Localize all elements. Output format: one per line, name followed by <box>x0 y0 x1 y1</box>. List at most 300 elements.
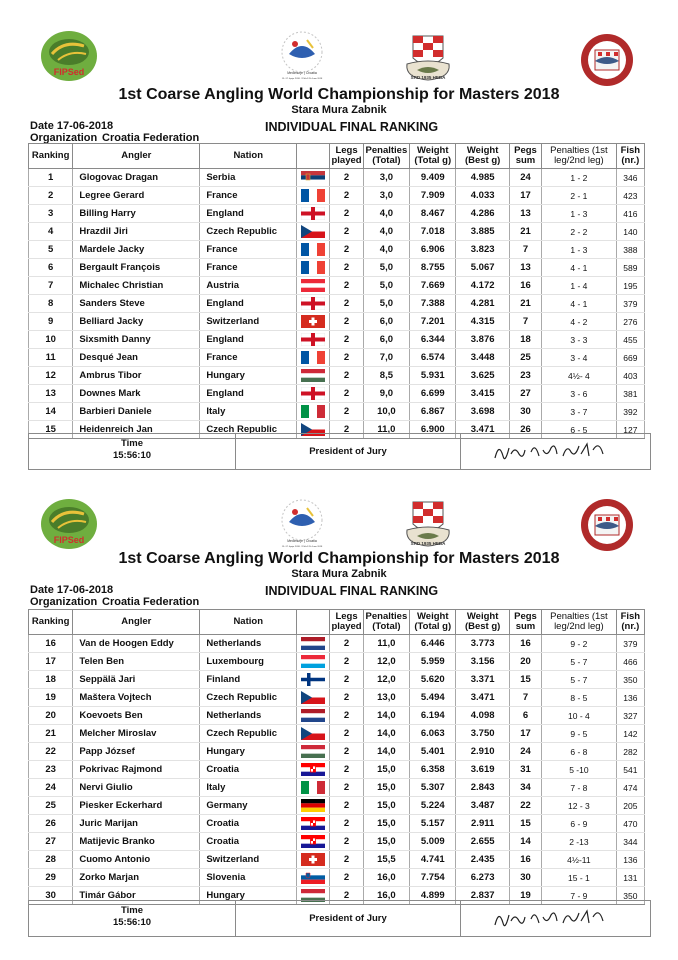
weight-total-cell: 5.157 <box>410 815 456 833</box>
weight-total-cell: 7.909 <box>410 187 456 205</box>
penalties-total-cell: 13,0 <box>363 689 409 707</box>
angler-cell: Juric Marijan <box>73 815 200 833</box>
nation-cell: England <box>200 385 297 403</box>
rank-cell: 10 <box>29 331 73 349</box>
flag-cell <box>297 277 330 295</box>
penalties-legs-cell: 6 - 8 <box>542 743 617 761</box>
pegs-sum-cell: 19 <box>509 887 541 905</box>
legs-played-cell: 2 <box>330 833 363 851</box>
fish-count-cell: 282 <box>616 743 644 761</box>
weight-best-cell: 4.286 <box>456 205 509 223</box>
penalties-total-cell: 11,0 <box>363 635 409 653</box>
fish-count-cell: 142 <box>616 725 644 743</box>
pegs-sum-cell: 22 <box>509 797 541 815</box>
rank-cell: 13 <box>29 385 73 403</box>
nation-cell: Czech Republic <box>200 421 297 439</box>
weight-best-cell: 2.837 <box>456 887 509 905</box>
flag-cell <box>297 331 330 349</box>
weight-best-cell: 3.773 <box>456 635 509 653</box>
england-flag-icon <box>301 333 325 346</box>
weight-best-cell: 3.156 <box>456 653 509 671</box>
weight-total-cell: 6.906 <box>410 241 456 259</box>
rank-cell: 15 <box>29 421 73 439</box>
nation-cell: Czech Republic <box>200 223 297 241</box>
nation-cell: Czech Republic <box>200 725 297 743</box>
penalties-legs-cell: 10 - 4 <box>542 707 617 725</box>
penalties-legs-cell: 9 - 2 <box>542 635 617 653</box>
weight-total-cell: 5.009 <box>410 833 456 851</box>
angler-cell: Glogovac Dragan <box>73 169 200 187</box>
pegs-sum-cell: 15 <box>509 815 541 833</box>
weight-total-cell: 5.620 <box>410 671 456 689</box>
pegs-sum-cell: 17 <box>509 187 541 205</box>
penalties-legs-cell: 4 - 2 <box>542 313 617 331</box>
pegs-sum-cell: 7 <box>509 689 541 707</box>
angler-cell: Belliard Jacky <box>73 313 200 331</box>
rank-cell: 9 <box>29 313 73 331</box>
club-logo <box>403 494 453 548</box>
weight-total-cell: 7.754 <box>410 869 456 887</box>
legs-played-cell: 2 <box>330 331 363 349</box>
italy-flag-icon <box>301 781 325 794</box>
czech-flag-icon <box>301 225 325 238</box>
fish-count-cell: 589 <box>616 259 644 277</box>
penalties-total-cell: 12,0 <box>363 671 409 689</box>
weight-best-cell: 3.625 <box>456 367 509 385</box>
organization-label: Organization <box>30 596 98 608</box>
pegs-sum-cell: 16 <box>509 851 541 869</box>
penalties-total-cell: 5,0 <box>363 277 409 295</box>
flag-cell <box>297 367 330 385</box>
penalties-total-cell: 7,0 <box>363 349 409 367</box>
table-row <box>29 241 645 259</box>
signature-cell <box>461 901 650 936</box>
club-logo <box>403 28 453 82</box>
legs-played-cell: 2 <box>330 725 363 743</box>
legs-played-cell: 2 <box>330 403 363 421</box>
penalties-total-cell: 15,0 <box>363 761 409 779</box>
rank-cell: 18 <box>29 671 73 689</box>
weight-total-cell: 5.224 <box>410 797 456 815</box>
rank-cell: 1 <box>29 169 73 187</box>
table-row <box>29 635 645 653</box>
table-row <box>29 403 645 421</box>
weight-total-cell: 6.194 <box>410 707 456 725</box>
legs-played-cell: 2 <box>330 241 363 259</box>
weight-total-cell: 6.900 <box>410 421 456 439</box>
event-logo <box>277 498 327 550</box>
fish-count-cell: 276 <box>616 313 644 331</box>
nation-cell: Finland <box>200 671 297 689</box>
croatia-flag-icon <box>301 763 325 776</box>
penalties-legs-cell: 1 - 4 <box>542 277 617 295</box>
rank-cell: 6 <box>29 259 73 277</box>
penalties-legs-cell: 4½-11 <box>542 851 617 869</box>
penalties-legs-cell: 5 -10 <box>542 761 617 779</box>
page-title: 1st Coarse Angling World Championship for Masters 2018 <box>118 86 560 103</box>
pegs-sum-cell: 30 <box>509 403 541 421</box>
time-cell <box>29 434 236 469</box>
angler-cell: Matijevic Branko <box>73 833 200 851</box>
flag-cell <box>297 295 330 313</box>
flag-cell <box>297 743 330 761</box>
penalties-total-cell: 8,5 <box>363 367 409 385</box>
rank-cell: 24 <box>29 779 73 797</box>
penalties-total-cell: 9,0 <box>363 385 409 403</box>
penalties-total-cell: 15,5 <box>363 851 409 869</box>
penalties-total-cell: 3,0 <box>363 187 409 205</box>
penalties-legs-cell: 1 - 3 <box>542 241 617 259</box>
nation-cell: Austria <box>200 277 297 295</box>
table-header <box>29 610 645 635</box>
pegs-sum-cell: 7 <box>509 241 541 259</box>
weight-total-cell: 5.931 <box>410 367 456 385</box>
time-label: Time <box>120 438 143 449</box>
hungary-flag-icon <box>301 369 325 382</box>
angler-cell: Telen Ben <box>73 653 200 671</box>
table-row <box>29 743 645 761</box>
flag-cell <box>297 205 330 223</box>
legs-played-cell: 2 <box>330 223 363 241</box>
flag-cell <box>297 223 330 241</box>
nation-cell: Czech Republic <box>200 689 297 707</box>
legs-played-cell: 2 <box>330 779 363 797</box>
fish-count-cell: 379 <box>616 635 644 653</box>
table-row <box>29 779 645 797</box>
weight-best-cell: 2.910 <box>456 743 509 761</box>
table-row <box>29 331 645 349</box>
table-row <box>29 725 645 743</box>
pegs-sum-cell: 17 <box>509 725 541 743</box>
weight-best-cell: 2.911 <box>456 815 509 833</box>
slovenia-flag-icon <box>301 871 325 884</box>
event-logo-dates: 15.-17. lipnja 2018. / 15th-17th June 2018 <box>281 546 323 548</box>
rank-cell: 11 <box>29 349 73 367</box>
table-row <box>29 833 645 851</box>
weight-total-cell: 4.899 <box>410 887 456 905</box>
ranking-sheet-2 <box>0 480 678 960</box>
pegs-sum-cell: 24 <box>509 169 541 187</box>
column-header: Legs played <box>330 144 363 169</box>
pegs-sum-cell: 16 <box>509 277 541 295</box>
legs-played-cell: 2 <box>330 277 363 295</box>
flag-cell <box>297 187 330 205</box>
germany-flag-icon <box>301 799 325 812</box>
pegs-sum-cell: 21 <box>509 295 541 313</box>
flag-cell <box>297 169 330 187</box>
rank-cell: 29 <box>29 869 73 887</box>
footer <box>28 900 651 937</box>
column-header <box>297 610 330 635</box>
weight-total-cell: 4.741 <box>410 851 456 869</box>
angler-cell: Papp József <box>73 743 200 761</box>
nation-cell: Switzerland <box>200 851 297 869</box>
netherlands-flag-icon <box>301 709 325 722</box>
organization-value: Croatia Federation <box>102 132 200 144</box>
angler-cell: Downes Mark <box>73 385 200 403</box>
penalties-total-cell: 11,0 <box>363 421 409 439</box>
penalties-legs-cell: 9 - 5 <box>542 725 617 743</box>
nation-cell: France <box>200 349 297 367</box>
pegs-sum-cell: 13 <box>509 259 541 277</box>
pegs-sum-cell: 23 <box>509 367 541 385</box>
nation-cell: Croatia <box>200 815 297 833</box>
ranking-table <box>28 143 645 439</box>
weight-best-cell: 4.281 <box>456 295 509 313</box>
pegs-sum-cell: 16 <box>509 635 541 653</box>
column-header <box>297 144 330 169</box>
table-row <box>29 869 645 887</box>
table-row <box>29 169 645 187</box>
table-row <box>29 689 645 707</box>
fish-count-cell: 346 <box>616 169 644 187</box>
rank-cell: 25 <box>29 797 73 815</box>
federation-logo <box>580 33 634 87</box>
table-row <box>29 815 645 833</box>
time-cell <box>29 901 236 936</box>
rank-cell: 12 <box>29 367 73 385</box>
rank-cell: 8 <box>29 295 73 313</box>
flag-cell <box>297 725 330 743</box>
angler-cell: Nervi Giulio <box>73 779 200 797</box>
angler-cell: Van de Hoogen Eddy <box>73 635 200 653</box>
angler-cell: Barbieri Daniele <box>73 403 200 421</box>
weight-total-cell: 5.401 <box>410 743 456 761</box>
angler-cell: Melcher Miroslav <box>73 725 200 743</box>
flag-cell <box>297 385 330 403</box>
flag-cell <box>297 797 330 815</box>
flag-cell <box>297 707 330 725</box>
fish-count-cell: 205 <box>616 797 644 815</box>
table-row <box>29 187 645 205</box>
column-header: Fish (nr.) <box>616 144 644 169</box>
penalties-total-cell: 6,0 <box>363 313 409 331</box>
angler-cell: Pokrivac Rajmond <box>73 761 200 779</box>
pegs-sum-cell: 13 <box>509 205 541 223</box>
weight-total-cell: 6.358 <box>410 761 456 779</box>
angler-cell: Sixsmith Danny <box>73 331 200 349</box>
penalties-total-cell: 4,0 <box>363 241 409 259</box>
legs-played-cell: 2 <box>330 797 363 815</box>
table-row <box>29 313 645 331</box>
nation-cell: Slovenia <box>200 869 297 887</box>
weight-best-cell: 3.448 <box>456 349 509 367</box>
rank-cell: 28 <box>29 851 73 869</box>
nation-cell: England <box>200 295 297 313</box>
page-title: 1st Coarse Angling World Championship for Masters 2018 <box>118 550 560 567</box>
luxembourg-flag-icon <box>301 655 325 668</box>
table-row <box>29 761 645 779</box>
weight-best-cell: 3.471 <box>456 421 509 439</box>
fish-count-cell: 381 <box>616 385 644 403</box>
czech-flag-icon <box>301 727 325 740</box>
finland-flag-icon <box>301 673 325 686</box>
penalties-total-cell: 4,0 <box>363 223 409 241</box>
angler-cell: Legree Gerard <box>73 187 200 205</box>
angler-cell: Desqué Jean <box>73 349 200 367</box>
column-header: Penalties (1st leg/2nd leg) <box>542 144 617 169</box>
penalties-total-cell: 5,0 <box>363 259 409 277</box>
pegs-sum-cell: 21 <box>509 223 541 241</box>
penalties-legs-cell: 3 - 4 <box>542 349 617 367</box>
angler-cell: Hrazdil Jiri <box>73 223 200 241</box>
penalties-legs-cell: 3 - 6 <box>542 385 617 403</box>
fish-count-cell: 136 <box>616 689 644 707</box>
legs-played-cell: 2 <box>330 421 363 439</box>
pegs-sum-cell: 26 <box>509 421 541 439</box>
legs-played-cell: 2 <box>330 367 363 385</box>
federation-logo <box>580 498 634 552</box>
flag-cell <box>297 671 330 689</box>
switzerland-flag-icon <box>301 315 325 328</box>
penalties-total-cell: 16,0 <box>363 869 409 887</box>
date-label: Date 17-06-2018 <box>30 584 114 596</box>
weight-best-cell: 3.619 <box>456 761 509 779</box>
flag-cell <box>297 349 330 367</box>
angler-cell: Koevoets Ben <box>73 707 200 725</box>
weight-total-cell: 5.307 <box>410 779 456 797</box>
president-of-jury-label: President of Jury <box>236 434 461 469</box>
nation-cell: Croatia <box>200 833 297 851</box>
nation-cell: Germany <box>200 797 297 815</box>
fish-count-cell: 541 <box>616 761 644 779</box>
column-header: Penalties (1st leg/2nd leg) <box>542 610 617 635</box>
france-flag-icon <box>301 189 325 202</box>
weight-total-cell: 7.201 <box>410 313 456 331</box>
rank-cell: 16 <box>29 635 73 653</box>
weight-total-cell: 6.699 <box>410 385 456 403</box>
pegs-sum-cell: 34 <box>509 779 541 797</box>
legs-played-cell: 2 <box>330 869 363 887</box>
penalties-total-cell: 15,0 <box>363 797 409 815</box>
penalties-legs-cell: 3 - 7 <box>542 403 617 421</box>
table-row <box>29 797 645 815</box>
time-label: Time <box>120 905 143 916</box>
weight-total-cell: 7.018 <box>410 223 456 241</box>
weight-best-cell: 3.371 <box>456 671 509 689</box>
flag-cell <box>297 635 330 653</box>
legs-played-cell: 2 <box>330 689 363 707</box>
legs-played-cell: 2 <box>330 349 363 367</box>
penalties-legs-cell: 3 - 3 <box>542 331 617 349</box>
table-row <box>29 653 645 671</box>
legs-played-cell: 2 <box>330 671 363 689</box>
fish-count-cell: 131 <box>616 869 644 887</box>
column-header: Penalties (Total) <box>363 610 409 635</box>
croatia-flag-icon <box>301 835 325 848</box>
legs-played-cell: 2 <box>330 707 363 725</box>
weight-total-cell: 7.669 <box>410 277 456 295</box>
column-header: Legs played <box>330 610 363 635</box>
weight-best-cell: 4.098 <box>456 707 509 725</box>
penalties-legs-cell: 2 -13 <box>542 833 617 851</box>
fish-count-cell: 470 <box>616 815 644 833</box>
angler-cell: Maštera Vojtech <box>73 689 200 707</box>
weight-best-cell: 3.471 <box>456 689 509 707</box>
signature <box>491 438 611 466</box>
flag-cell <box>297 869 330 887</box>
organization-line <box>30 596 199 608</box>
angler-cell: Mardele Jacky <box>73 241 200 259</box>
signature <box>491 905 611 933</box>
weight-best-cell: 4.172 <box>456 277 509 295</box>
club-logo-text: ŠRD 1935 HEBA <box>410 541 446 546</box>
nation-cell: Switzerland <box>200 313 297 331</box>
flag-cell <box>297 779 330 797</box>
fish-count-cell: 344 <box>616 833 644 851</box>
penalties-legs-cell: 5 - 7 <box>542 653 617 671</box>
column-header: Angler <box>73 144 200 169</box>
penalties-legs-cell: 15 - 1 <box>542 869 617 887</box>
table-row <box>29 349 645 367</box>
fish-count-cell: 327 <box>616 707 644 725</box>
flag-cell <box>297 403 330 421</box>
weight-best-cell: 5.067 <box>456 259 509 277</box>
pegs-sum-cell: 14 <box>509 833 541 851</box>
fipsed-logo <box>40 30 98 82</box>
flag-cell <box>297 833 330 851</box>
fish-count-cell: 466 <box>616 653 644 671</box>
ranking-table <box>28 609 645 905</box>
rank-cell: 20 <box>29 707 73 725</box>
pegs-sum-cell: 20 <box>509 653 541 671</box>
column-header: Weight (Total g) <box>410 144 456 169</box>
president-of-jury-label: President of Jury <box>236 901 461 936</box>
table-row <box>29 223 645 241</box>
serbia-flag-icon <box>301 171 325 184</box>
fish-count-cell: 140 <box>616 223 644 241</box>
weight-best-cell: 3.823 <box>456 241 509 259</box>
penalties-legs-cell: 6 - 5 <box>542 421 617 439</box>
rank-cell: 7 <box>29 277 73 295</box>
fish-count-cell: 416 <box>616 205 644 223</box>
england-flag-icon <box>301 297 325 310</box>
weight-total-cell: 7.388 <box>410 295 456 313</box>
weight-best-cell: 3.415 <box>456 385 509 403</box>
fish-count-cell: 136 <box>616 851 644 869</box>
fish-count-cell: 455 <box>616 331 644 349</box>
nation-cell: Luxembourg <box>200 653 297 671</box>
rank-cell: 21 <box>29 725 73 743</box>
france-flag-icon <box>301 261 325 274</box>
nation-cell: Serbia <box>200 169 297 187</box>
weight-best-cell: 3.876 <box>456 331 509 349</box>
penalties-total-cell: 5,0 <box>363 295 409 313</box>
organization-label: Organization <box>30 132 98 144</box>
column-header: Fish (nr.) <box>616 610 644 635</box>
penalties-total-cell: 14,0 <box>363 707 409 725</box>
fish-count-cell: 474 <box>616 779 644 797</box>
penalties-legs-cell: 2 - 1 <box>542 187 617 205</box>
legs-played-cell: 2 <box>330 653 363 671</box>
rank-cell: 2 <box>29 187 73 205</box>
weight-total-cell: 6.446 <box>410 635 456 653</box>
nation-cell: Hungary <box>200 887 297 905</box>
pegs-sum-cell: 6 <box>509 707 541 725</box>
table-row <box>29 259 645 277</box>
penalties-legs-cell: 5 - 7 <box>542 671 617 689</box>
angler-cell: Cuomo Antonio <box>73 851 200 869</box>
column-header: Weight (Best g) <box>456 610 509 635</box>
column-header: Ranking <box>29 144 73 169</box>
weight-best-cell: 3.885 <box>456 223 509 241</box>
table-row <box>29 205 645 223</box>
angler-cell: Seppälä Jari <box>73 671 200 689</box>
penalties-legs-cell: 6 - 9 <box>542 815 617 833</box>
column-header: Ranking <box>29 610 73 635</box>
column-header: Nation <box>200 610 297 635</box>
fish-count-cell: 423 <box>616 187 644 205</box>
